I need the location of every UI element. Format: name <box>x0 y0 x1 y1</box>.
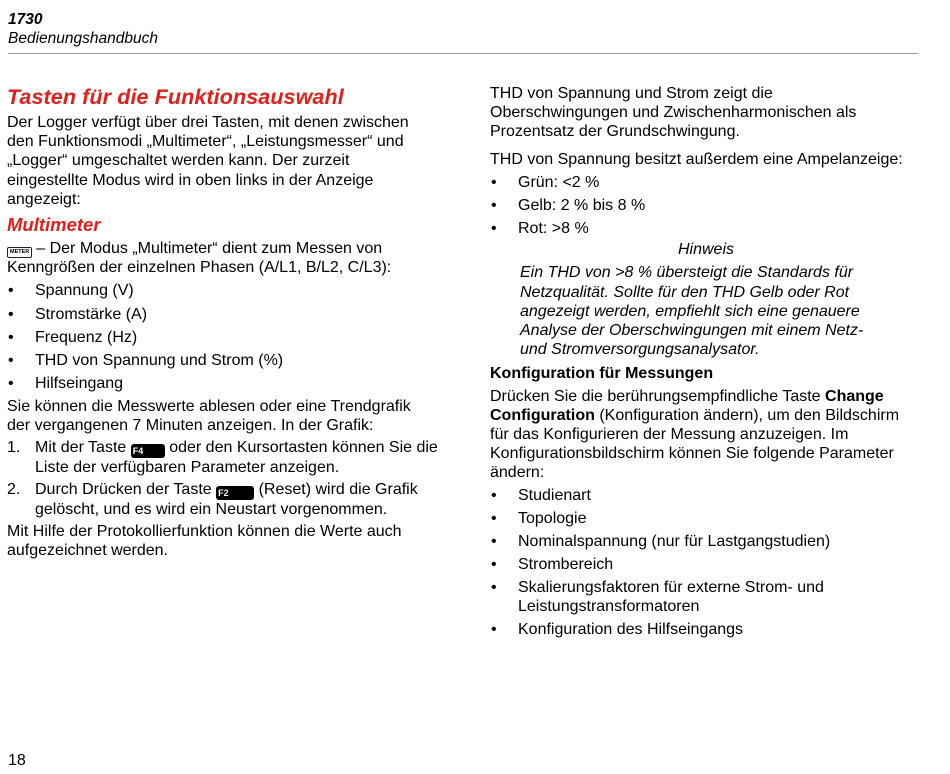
list-item: • Rot: >8 % <box>491 220 589 237</box>
page-title: Tasten für die Funktionsauswahl <box>7 85 344 109</box>
list-item: • Spannung (V) <box>8 282 134 300</box>
list-item: • Topologie <box>491 509 587 527</box>
step-item: 2. Durch Drücken der Taste F2 (Reset) wird die Grafik gelöscht, und es wird ein Neustart vorgenommen. <box>7 480 418 518</box>
change-configuration-label: Change Configuration <box>490 387 884 424</box>
measurement-list <box>7 281 447 393</box>
note-title: Hinweis <box>677 241 734 259</box>
list-item: • Stromstärke (A) <box>8 305 148 323</box>
config-paragraph: Drücken Sie die berührungsempfindliche Taste Change Configuration (Konfiguration ändern), um den Bildschirm für das Konfigurieren der Messung anzuzeigen. Im Konfigurationsbildschirm können Sie folgende Parameter ändern: <box>490 387 900 482</box>
header-model: 1730 <box>8 11 43 28</box>
note-text: Ein THD von >8 % übersteigt die Standards für Netzqualität. Sollte für den THD Gelb oder Rot angezeigt werden, empfiehlt sich eine genauere Analyse der Oberschwingungen mit einem Netz- und Stromversorgungsanalysator. <box>520 264 864 359</box>
list-item: • Konfiguration des Hilfseingangs <box>491 621 744 639</box>
config-heading: Konfiguration für Messungen <box>490 365 714 383</box>
closing-paragraph: Mit Hilfe der Protokollierfunktion können die Werte auch aufgezeichnet werden. <box>7 522 402 560</box>
list-item: • Frequenz (Hz) <box>8 328 138 346</box>
list-item: • Hilfseingang <box>8 374 124 392</box>
f2-key-icon: F2 <box>216 486 254 500</box>
right-column <box>490 84 922 643</box>
ampel-list <box>490 173 922 238</box>
header-subtitle: Bedienungshandbuch <box>8 30 158 47</box>
meter-key-icon: METER <box>7 247 32 258</box>
list-item: • Studienart <box>491 486 591 504</box>
left-column <box>7 113 447 560</box>
list-item: • Grün: <2 % <box>491 173 600 191</box>
thd-paragraph: THD von Spannung und Strom zeigt die Oberschwingungen und Zwischenharmonischen als Prozentsatz der Grundschwingung. <box>490 85 857 141</box>
page-number: 18 <box>8 752 26 769</box>
ampel-paragraph: THD von Spannung besitzt außerdem eine Ampelanzeige: <box>490 150 903 168</box>
steps-list <box>7 438 447 518</box>
running-header <box>8 10 158 48</box>
trend-paragraph: Sie können die Messwerte ablesen oder eine Trendgrafik der vergangenen 7 Minuten anzeigen. In der Grafik: <box>7 398 411 435</box>
f4-key-icon: F4 <box>131 444 165 458</box>
multimeter-description <box>7 239 407 277</box>
list-item: • Strombereich <box>491 555 614 573</box>
header-rule <box>8 53 918 54</box>
list-item: • Skalierungsfaktoren für externe Strom- und Leistungstransformatoren <box>491 578 824 616</box>
multimeter-desc-text: – Der Modus „Multimeter“ dient zum Messen von Kenngrößen der einzelnen Phasen (A/L1, B/L2, C/L3): <box>7 240 392 277</box>
intro-paragraph: Der Logger verfügt über drei Tasten, mit denen zwischen den Funktionsmodi „Multimeter“, „Leistungsmesser“ und „Logger“ umgeschaltet werden kann. Der zurzeit eingestellte Modus wird in oben links in der Anzeige angezeigt: <box>7 114 409 208</box>
list-item: • Gelb: 2 % bis 8 % <box>491 196 646 214</box>
step-item: 1. Mit der Taste F4 oder den Kursortasten können Sie die Liste der verfügbaren Parameter anzeigen. <box>7 439 438 477</box>
list-item: • Nominalspannung (nur für Lastgangstudien) <box>491 532 831 550</box>
section-title-multimeter: Multimeter <box>7 214 101 236</box>
list-item: • THD von Spannung und Strom (%) <box>8 351 284 369</box>
config-list <box>490 486 922 640</box>
